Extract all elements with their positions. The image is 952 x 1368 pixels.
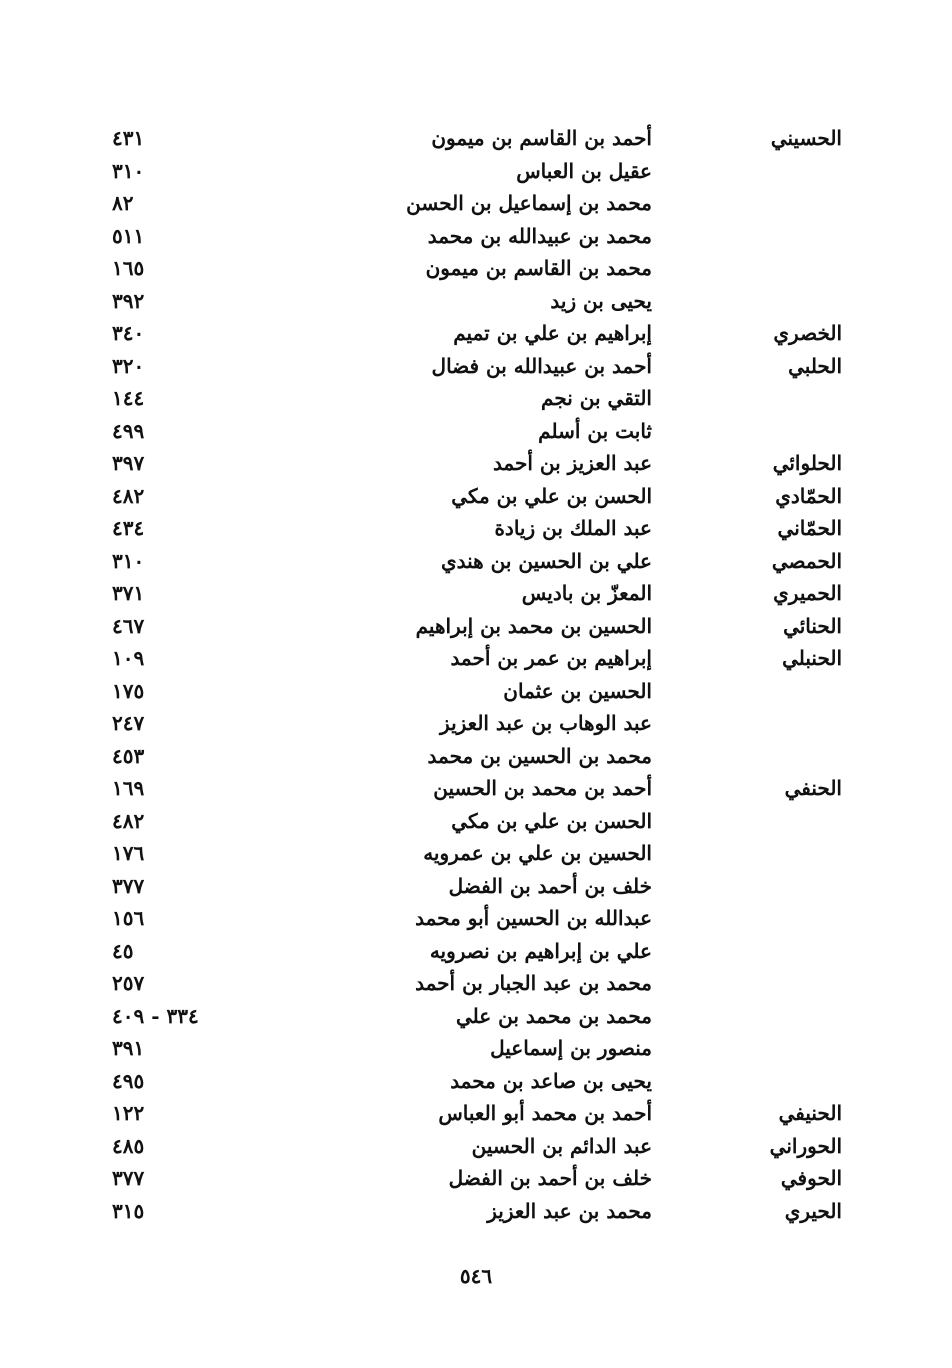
entry-name: الحسين بن علي بن عمرويه: [423, 841, 652, 865]
entry-page-ref: [112, 610, 232, 643]
entry-name: محمد بن القاسم بن ميمون: [425, 256, 652, 280]
entry-nisba: الحلبي: [788, 353, 842, 378]
entry-nisba: الحيري: [784, 1198, 842, 1223]
index-entry: [0, 577, 952, 610]
entry-nisba: [722, 805, 842, 838]
entry-name: الحسين بن عثمان: [503, 678, 652, 703]
entry-name: محمد بن إسماعيل بن الحسن: [406, 191, 652, 215]
entry-name: أحمد بن محمد أبو العباس: [438, 1101, 652, 1125]
entry-page-ref: [112, 382, 232, 415]
entry-page-number: ٣٧٧: [112, 1166, 145, 1190]
index-entry: [0, 285, 952, 318]
entry-page-number: ١٠٩: [112, 646, 145, 670]
entry-page-number: ٤٩٩: [112, 418, 145, 443]
entry-nisba: [722, 285, 842, 318]
entry-page-ref: [112, 642, 232, 675]
entry-page-number: ٤٥٣: [112, 743, 145, 768]
index-entry: [0, 187, 952, 220]
index-entry: [0, 642, 952, 675]
entry-page-ref: [112, 967, 232, 1000]
entry-name: التقي بن نجم: [541, 386, 652, 410]
index-entry: [0, 1065, 952, 1098]
entry-nisba: الحوراني: [769, 1133, 842, 1158]
entry-page-ref: [112, 1162, 232, 1195]
entry-page-number: ٤٨٢: [112, 483, 145, 508]
index-entry: [0, 447, 952, 480]
entry-name: محمد بن محمد بن علي: [455, 1003, 652, 1028]
entry-page-ref: [112, 577, 232, 610]
entry-name: أحمد بن عبيدالله بن فضال: [431, 353, 652, 378]
entry-page-number: ٣١٠: [112, 548, 145, 573]
index-entry: [0, 382, 952, 415]
entry-nisba: الحسيني: [770, 126, 842, 150]
entry-page-number: ١٦٩: [112, 776, 145, 800]
entry-name: محمد بن الحسين بن محمد: [427, 743, 652, 768]
entry-name: عبد العزيز بن أحمد: [492, 451, 652, 475]
entry-nisba: [722, 155, 842, 188]
entry-nisba: [722, 382, 842, 415]
index-entry: [0, 805, 952, 838]
entry-page-ref: [112, 220, 232, 253]
entry-page-ref: [112, 285, 232, 318]
entry-name: خلف بن أحمد بن الفضل: [448, 1166, 652, 1190]
index-entry: [0, 350, 952, 383]
entry-name: عبد الوهاب بن عبد العزيز: [440, 711, 652, 735]
entry-page-number: ١٢٢: [112, 1101, 145, 1125]
entry-nisba: [722, 707, 842, 740]
page-number: ٥٤٦: [459, 1264, 493, 1288]
index-entry: [0, 1130, 952, 1163]
entry-page-number: ٢٥٧: [112, 971, 145, 995]
entry-page-ref: [112, 675, 232, 708]
entry-page-number: ١٤٤: [112, 386, 145, 410]
entry-page-ref: [112, 935, 232, 968]
entry-nisba: [722, 415, 842, 448]
entry-nisba: الحنائي: [783, 613, 842, 638]
entry-nisba: الحلوائي: [772, 451, 842, 475]
entry-name: عبد الدائم بن الحسين: [471, 1133, 652, 1158]
entry-nisba: [722, 1032, 842, 1065]
entry-page-number: ٨٢: [112, 191, 134, 215]
entry-page-number: ٣٩٧: [112, 451, 145, 475]
entry-page-ref: [112, 155, 232, 188]
entry-page-ref: [112, 1195, 232, 1228]
entry-page-ref: [112, 805, 232, 838]
entry-nisba: الحنبلي: [782, 646, 842, 670]
entry-page-ref: [112, 187, 232, 220]
entry-name: محمد بن عبد الجبار بن أحمد: [415, 971, 652, 995]
entry-page-ref: [112, 1097, 232, 1130]
entry-page-number: ٣٩٢: [112, 288, 145, 313]
entry-nisba: [722, 220, 842, 253]
index-entry: [0, 772, 952, 805]
entry-page-number: ١٥٦: [112, 906, 145, 930]
entry-page-number: ٣٤٠: [112, 321, 145, 345]
index-entry: [0, 675, 952, 708]
index-entry: [0, 1032, 952, 1065]
entry-page-number: ٣٢٠: [112, 353, 145, 378]
entry-page-ref: [112, 350, 232, 383]
entry-page-number: ٤٣٤: [112, 516, 145, 540]
index-entry: [0, 967, 952, 1000]
index-entry: [0, 707, 952, 740]
entry-name: محمد بن عبد العزيز: [487, 1198, 652, 1223]
entry-page-number: ٤٥: [112, 938, 134, 963]
entry-nisba: الحميري: [773, 581, 842, 605]
entry-name: علي بن الحسين بن هندي: [440, 548, 652, 573]
entry-page-ref: [112, 1032, 232, 1065]
entry-page-number: ٣٧١: [112, 581, 145, 605]
index-entry: [0, 902, 952, 935]
index-entry: [0, 1000, 952, 1033]
index-entry: [0, 155, 952, 188]
entry-name: خلف بن أحمد بن الفضل: [448, 873, 652, 898]
index-entry: [0, 610, 952, 643]
entry-page-ref: [112, 902, 232, 935]
entry-page-number: ٣٣٤ - ٤٠٩: [112, 1003, 199, 1028]
entry-page-ref: [112, 1065, 232, 1098]
entry-page-number: ٥١١: [112, 223, 145, 248]
entry-nisba: الحنفي: [784, 776, 842, 800]
entry-page-number: ٤٣١: [112, 126, 145, 150]
index-entry: [0, 317, 952, 350]
index-entry: [0, 512, 952, 545]
entry-name: إبراهيم بن عمر بن أحمد: [450, 646, 652, 670]
index-entry: [0, 1097, 952, 1130]
index-entry: [0, 1162, 952, 1195]
entry-nisba: [722, 1065, 842, 1098]
entry-name: منصور بن إسماعيل: [490, 1036, 652, 1060]
entry-page-number: ١٧٥: [112, 678, 145, 703]
entry-page-ref: [112, 317, 232, 350]
entry-page-ref: [112, 772, 232, 805]
entry-page-ref: [112, 447, 232, 480]
index-entry: [0, 415, 952, 448]
entry-name: أحمد بن محمد بن الحسين: [433, 776, 652, 800]
entry-page-number: ١٦٥: [112, 256, 145, 280]
entry-nisba: [722, 902, 842, 935]
entry-name: إبراهيم بن علي بن تميم: [453, 321, 652, 345]
entry-nisba: [722, 740, 842, 773]
index-entry: [0, 870, 952, 903]
index-entry: [0, 220, 952, 253]
index-entry: [0, 935, 952, 968]
entry-page-ref: [112, 545, 232, 578]
entry-nisba: [722, 187, 842, 220]
entry-page-number: ٤٩٥: [112, 1068, 145, 1093]
entry-page-number: ٣١٥: [112, 1198, 145, 1223]
index-entry: [0, 1195, 952, 1228]
entry-name: يحيى بن زيد: [550, 288, 652, 313]
entry-nisba: [722, 675, 842, 708]
entry-page-number: ٣٧٧: [112, 873, 145, 898]
entry-page-ref: [112, 1000, 232, 1033]
entry-page-ref: [112, 870, 232, 903]
entry-nisba: الحنيفي: [778, 1101, 842, 1125]
entry-name: ثابت بن أسلم: [538, 418, 652, 443]
entry-name: عبدالله بن الحسين أبو محمد: [415, 906, 652, 930]
entry-nisba: الحمصي: [771, 548, 842, 573]
entry-page-ref: [112, 415, 232, 448]
entry-nisba: [722, 1000, 842, 1033]
entry-page-ref: [112, 122, 232, 155]
entry-page-ref: [112, 707, 232, 740]
index-entry: [0, 122, 952, 155]
entry-nisba: الخصري: [773, 321, 842, 345]
entry-nisba: [722, 252, 842, 285]
entry-nisba: الحمّادي: [775, 483, 842, 508]
entry-page-number: ٤٦٧: [112, 613, 145, 638]
index-entry: [0, 740, 952, 773]
entry-name: الحسن بن علي بن مكي: [451, 483, 652, 508]
entry-nisba: [722, 870, 842, 903]
index-entry: [0, 545, 952, 578]
entry-page-number: ٢٤٧: [112, 711, 145, 735]
entry-name: يحيى بن صاعد بن محمد: [450, 1068, 652, 1093]
index-list: [0, 122, 952, 1227]
entry-nisba: الحوفي: [780, 1166, 842, 1190]
entry-page-number: ١٧٦: [112, 841, 145, 865]
index-entry: [0, 480, 952, 513]
entry-nisba: الحمّاني: [777, 516, 842, 540]
entry-nisba: [722, 967, 842, 1000]
entry-name: الحسين بن محمد بن إبراهيم: [415, 613, 652, 638]
entry-name: عبد الملك بن زيادة: [494, 516, 652, 540]
entry-page-ref: [112, 480, 232, 513]
entry-name: علي بن إبراهيم بن نصرويه: [429, 938, 652, 963]
entry-name: عقيل بن العباس: [516, 158, 652, 183]
entry-page-ref: [112, 512, 232, 545]
index-entry: [0, 837, 952, 870]
entry-name: المعزّ بن باديس: [521, 581, 652, 605]
entry-page-number: ٣٩١: [112, 1036, 145, 1060]
index-entry: [0, 252, 952, 285]
entry-nisba: [722, 837, 842, 870]
entry-page-ref: [112, 252, 232, 285]
entry-page-ref: [112, 1130, 232, 1163]
entry-nisba: [722, 935, 842, 968]
entry-page-ref: [112, 837, 232, 870]
entry-name: أحمد بن القاسم بن ميمون: [431, 126, 652, 150]
entry-page-ref: [112, 740, 232, 773]
entry-page-number: ٤٨٢: [112, 808, 145, 833]
entry-page-number: ٤٨٥: [112, 1133, 145, 1158]
entry-page-number: ٣١٠: [112, 158, 145, 183]
entry-name: محمد بن عبيدالله بن محمد: [427, 223, 652, 248]
entry-name: الحسن بن علي بن مكي: [451, 808, 652, 833]
